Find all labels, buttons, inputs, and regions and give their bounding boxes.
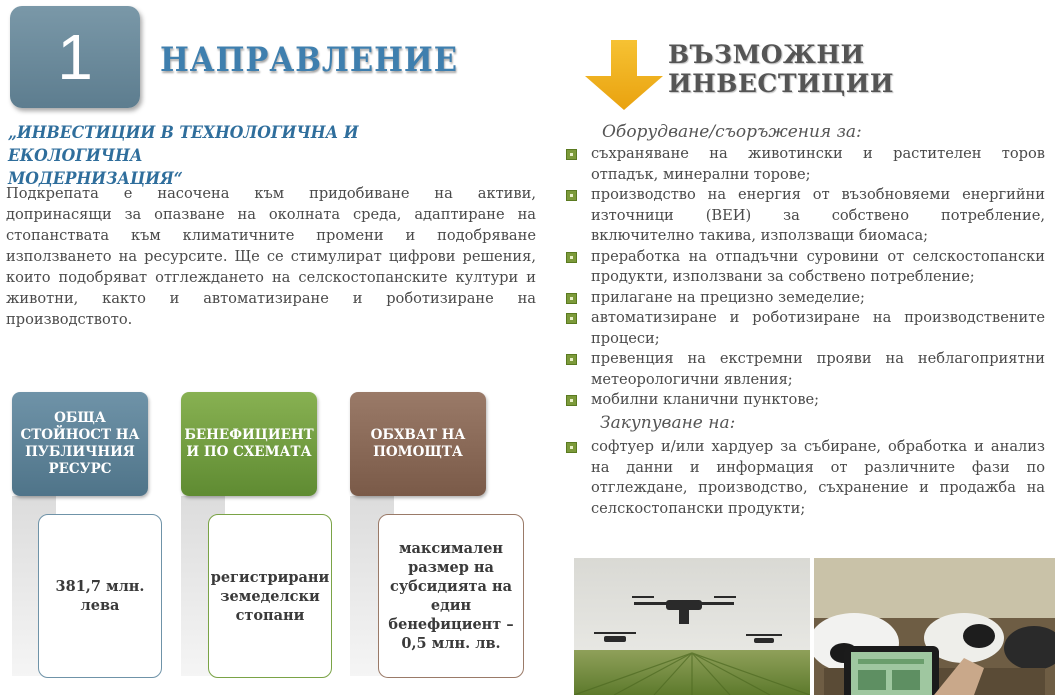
list-item-line: селскостопански продукти; bbox=[591, 499, 806, 517]
intro-line: Подкрепата е насочена към придобиване на активи, bbox=[6, 185, 536, 202]
intro-line: използването на ресурсите. Ще се стимулират цифрови решения, bbox=[6, 248, 536, 265]
bullet-icon bbox=[566, 190, 577, 201]
bullet-icon bbox=[566, 293, 577, 304]
intro-line: производството. bbox=[6, 311, 133, 328]
list-item-line: процеси; bbox=[591, 329, 660, 347]
purchase-label: Закупуване на: bbox=[600, 413, 736, 433]
equipment-label: Оборудване/съоръжения за: bbox=[602, 122, 862, 142]
card-total-value-header: ОБЩА СТОЙНОСТ НА ПУБЛИЧНИЯ РЕСУРС bbox=[12, 392, 148, 496]
list-item-line: софтуер и/или хардуер за събиране, обработка и анализ bbox=[591, 438, 1045, 455]
purchase-list bbox=[563, 437, 1045, 519]
bullet-icon bbox=[566, 442, 577, 453]
subtitle-line: „ИНВЕСТИЦИИ В ТЕХНОЛОГИЧНА И ЕКОЛОГИЧНА bbox=[8, 123, 359, 166]
investments-title: ВЪЗМОЖНИ ИНВЕСТИЦИИ bbox=[668, 40, 894, 98]
bullet-icon bbox=[566, 313, 577, 324]
intro-line: допринасящи за опазване на околната среда, адаптиране на bbox=[6, 206, 536, 223]
bullet-icon bbox=[566, 149, 577, 160]
direction-title: НАПРАВЛЕНИЕ bbox=[160, 40, 458, 80]
list-item-line: отглеждане, производство, съхранение и продажба на bbox=[591, 479, 1045, 496]
list-item bbox=[563, 247, 1045, 288]
list-item-line: на данни и информация от различните фази по bbox=[591, 458, 1045, 476]
card-total-value-body: 381,7 млн. лева bbox=[38, 514, 162, 678]
intro-paragraph bbox=[6, 183, 536, 330]
equipment-list bbox=[563, 144, 1045, 411]
list-item bbox=[563, 349, 1045, 390]
intro-line: стопанствата към климатичните промени и подобряване bbox=[6, 227, 536, 244]
list-item bbox=[563, 437, 1045, 519]
list-item-line: преработка на отпадъчни суровини от селскостопански bbox=[591, 247, 1045, 265]
list-item-line: отпадък, минерални торове; bbox=[591, 165, 811, 183]
subtitle bbox=[8, 122, 486, 191]
tablet-cows-photo bbox=[814, 558, 1055, 695]
down-arrow-icon bbox=[583, 40, 665, 112]
card-scope-header: ОБХВАТ НА ПОМОЩТА bbox=[350, 392, 486, 496]
list-item-line: метеорологични явления; bbox=[591, 370, 793, 388]
list-item bbox=[563, 288, 1045, 309]
subtitle-line: МОДЕРНИЗАЦИЯ“ bbox=[8, 169, 183, 189]
list-item-line: производство на енергия от възобновяеми енергийни bbox=[591, 186, 1045, 203]
list-item-line: прилагане на прецизно земеделие; bbox=[591, 288, 865, 306]
intro-line: които подобряват отглеждането на селскостопанските култури и bbox=[6, 269, 536, 286]
list-item-line: съхраняване на животински и растителен торов bbox=[591, 145, 1045, 162]
list-item bbox=[563, 185, 1045, 247]
list-item-line: източници (ВЕИ) за собствено потребление, bbox=[591, 206, 1045, 224]
list-item bbox=[563, 144, 1045, 185]
list-item bbox=[563, 390, 1045, 411]
drone-field-photo bbox=[574, 558, 810, 695]
bullet-icon bbox=[566, 395, 577, 406]
list-item bbox=[563, 308, 1045, 349]
list-item-line: мобилни кланични пунктове; bbox=[591, 391, 820, 408]
card-scope-body: максимален размер на субсидията на един бенефициент – 0,5 млн. лв. bbox=[378, 514, 524, 678]
section-number-box bbox=[10, 6, 140, 108]
list-item-line: продукти, използвани за собствено потребление; bbox=[591, 268, 975, 285]
list-item-line: превенция на екстремни прояви на неблагоприятни bbox=[591, 350, 1045, 367]
bullet-icon bbox=[566, 252, 577, 263]
intro-line: животни, както и автоматизиране и роботизиране на bbox=[6, 290, 536, 307]
list-item-line: автоматизиране и роботизиране на производствените bbox=[591, 309, 1045, 326]
card-beneficiary-body: регистрирани земеделски стопани bbox=[208, 514, 332, 678]
section-number: 1 bbox=[57, 21, 93, 93]
list-item-line: включително такива, използващи биомаса; bbox=[591, 227, 929, 244]
card-beneficiary-header: БЕНЕФИЦИЕНТ И ПО СХЕМАТА bbox=[181, 392, 317, 496]
bullet-icon bbox=[566, 354, 577, 365]
